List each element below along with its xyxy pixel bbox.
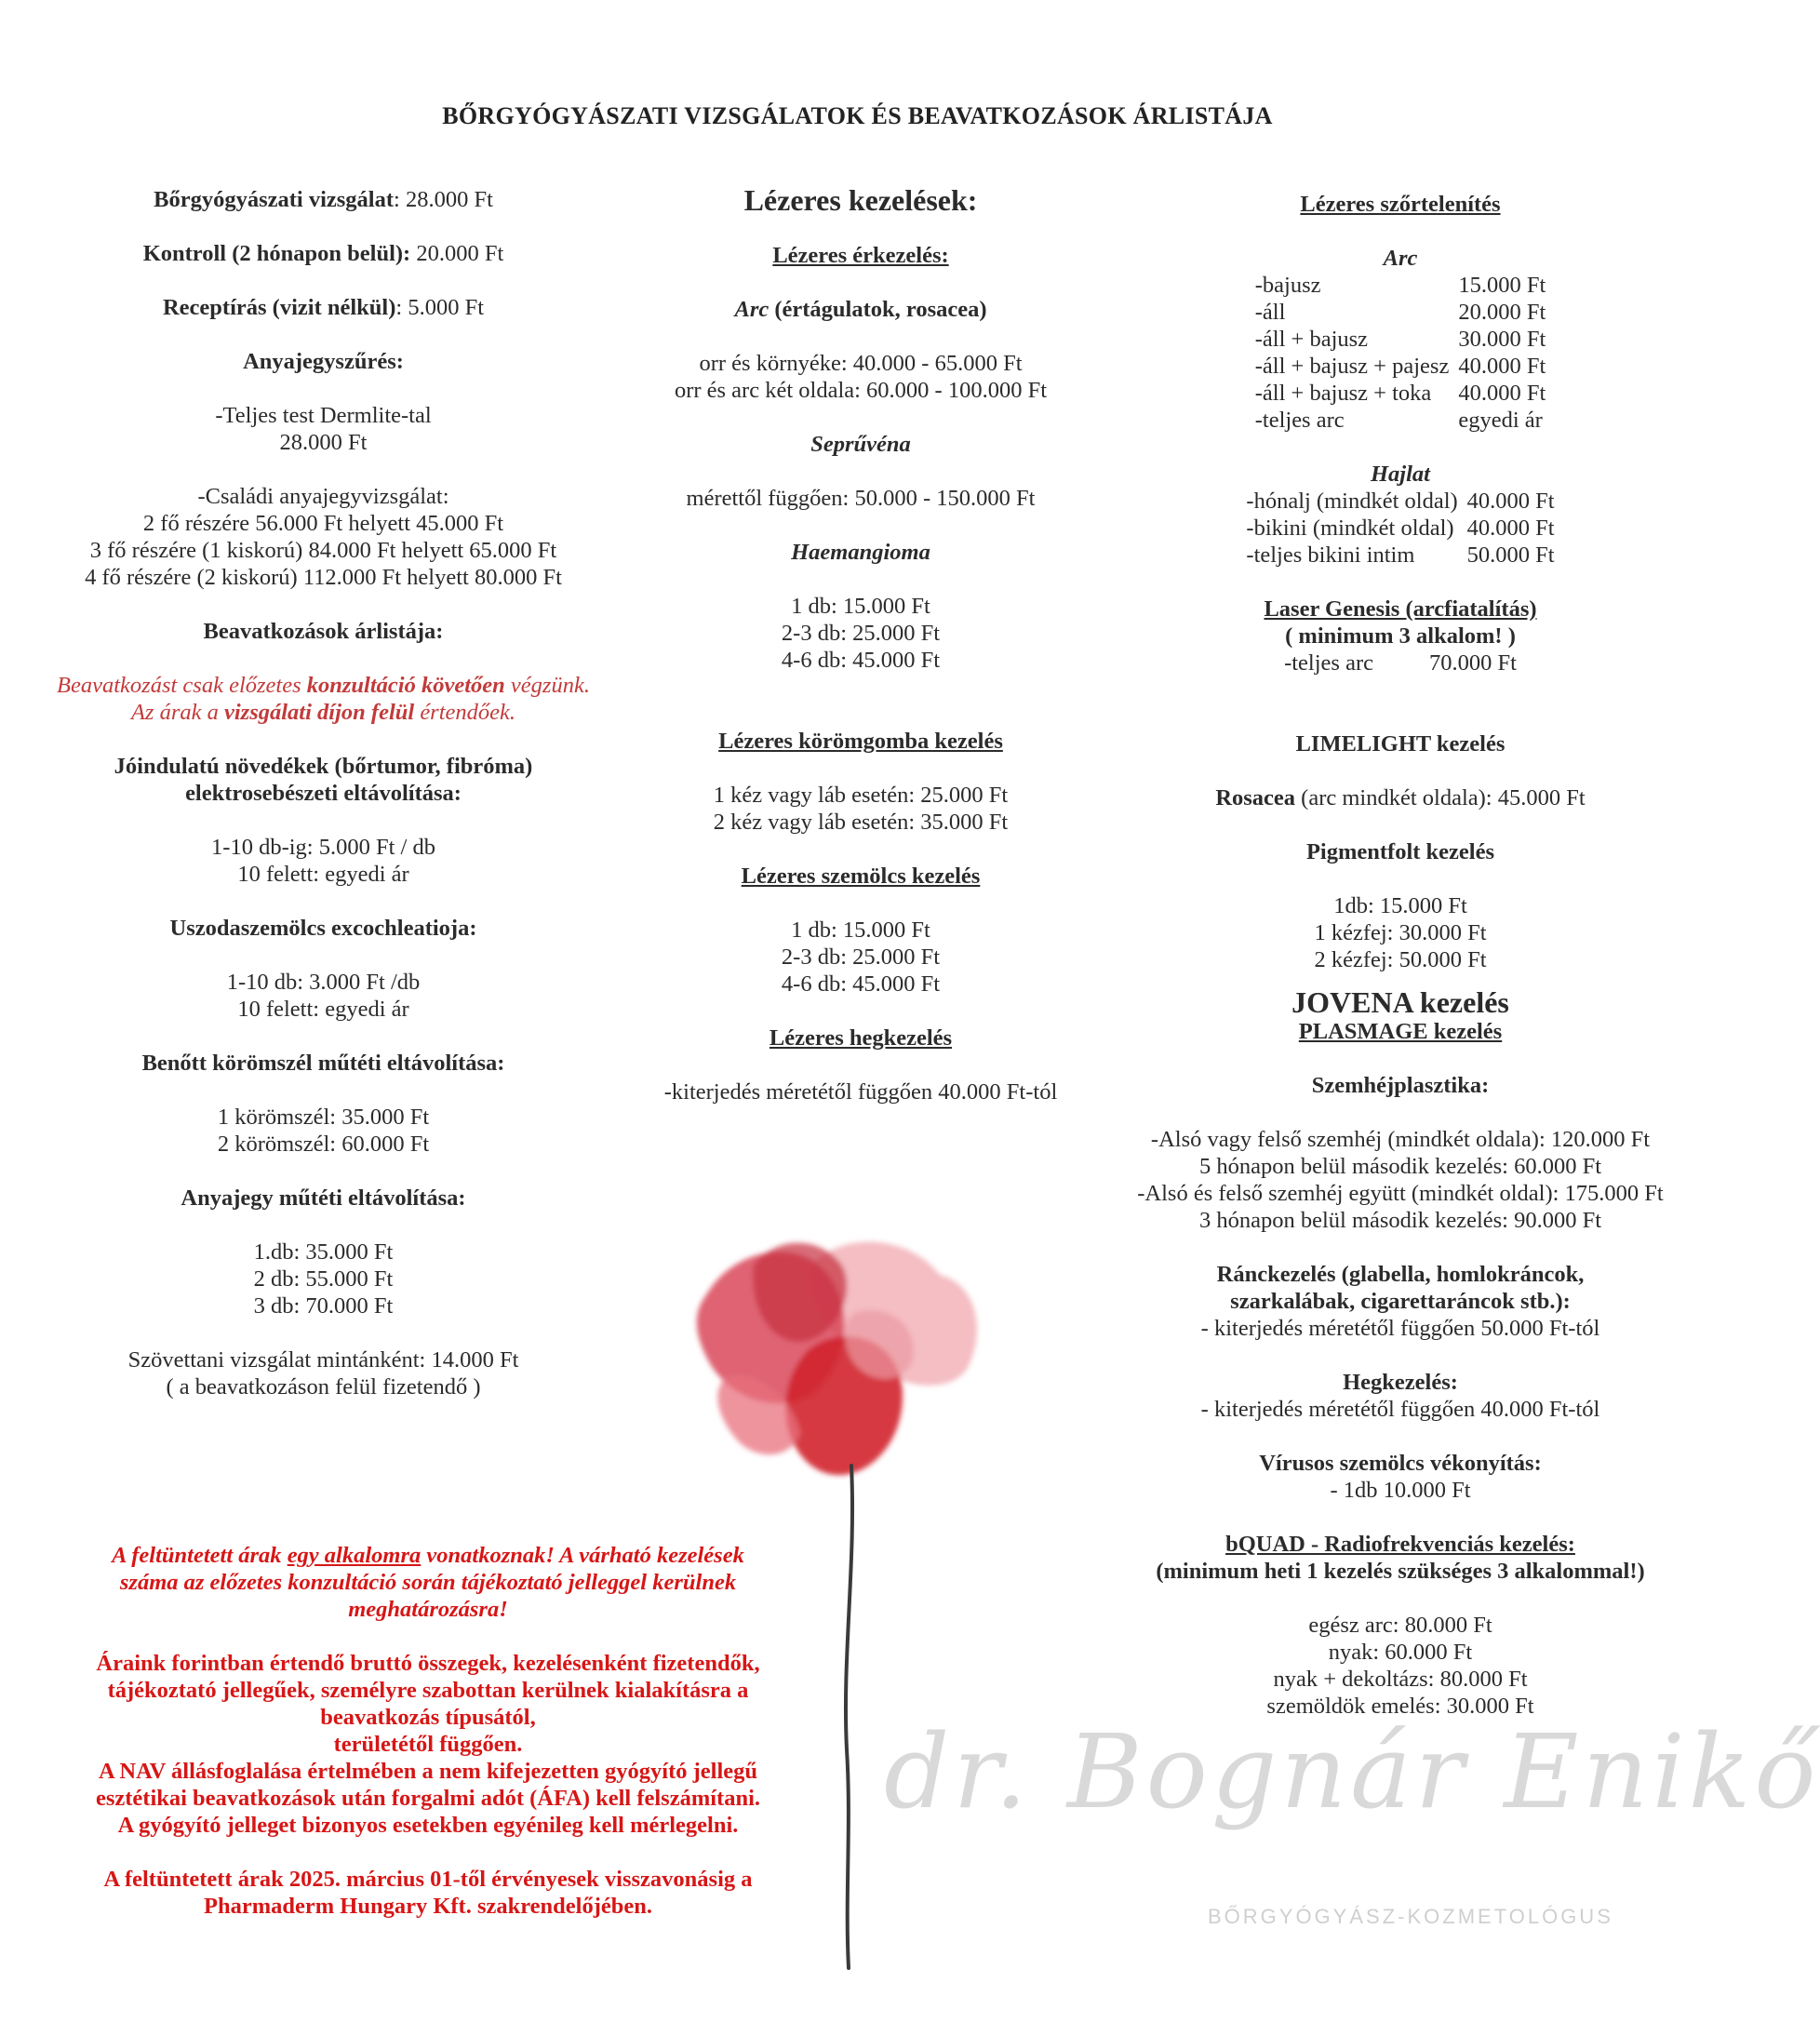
exam-label: Bőrgyógyászati vizsgálat [154, 187, 395, 212]
exam-price: : 28.000 Ft [394, 187, 493, 212]
note-line-7: területétől függően. [333, 1732, 523, 1757]
face-detail: (értágulatok, rosacea) [769, 297, 987, 322]
table-row [1284, 650, 1517, 676]
note-line-12: Pharmaderm Hungary Kft. szakrendelőjében. [203, 1894, 653, 1919]
ingrown-nail-price-2: 2 körömszél: 60.000 Ft [217, 1132, 430, 1157]
control-price: 20.000 Ft [410, 241, 504, 266]
family-price-4: 4 fő részére (2 kiskorú) 112.000 Ft helyett 80.000 Ft [85, 565, 562, 590]
benign-price-2: 10 felett: egyedi ár [237, 862, 409, 887]
table-row [1255, 407, 1546, 434]
face-price-1: orr és környéke: 40.000 - 65.000 Ft [699, 351, 1023, 376]
spacer [1107, 434, 1693, 461]
haemangioma-heading: Haemangioma [791, 540, 930, 565]
consultation-warning-line2 [28, 699, 619, 726]
note-line-5: tájékoztató jellegűek, személyre szabottan kerülnek kialakításra a [107, 1678, 749, 1703]
vascular-heading: Lézeres érkezelés: [772, 243, 949, 268]
histology-price: Szövettani vizsgálat mintánként: 14.000 Ft [127, 1347, 519, 1373]
table-row [1246, 542, 1554, 569]
note-text: vonatkoznak! A várható kezelések [421, 1543, 744, 1568]
note-line-10: A gyógyító jelleget bizonyos esetekben egyénileg kell mérlegelni. [117, 1813, 739, 1838]
table-row [1255, 380, 1546, 407]
jovena-heading: JOVENA kezelés [1291, 985, 1509, 1019]
item-price: 15.000 Ft [1458, 273, 1546, 298]
consultation-warning-line1 [28, 672, 619, 699]
laser-genesis-note: ( minimum 3 alkalom! ) [1285, 623, 1516, 649]
limelight-heading: LIMELIGHT kezelés [1295, 731, 1506, 757]
rosacea-line [1107, 784, 1693, 811]
warn-text: Beavatkozást csak előzetes [57, 673, 307, 698]
item-price: 20.000 Ft [1458, 300, 1546, 325]
spacer [47, 1839, 810, 1866]
item-price: 40.000 Ft [1458, 354, 1546, 379]
laser-genesis-heading: Laser Genesis (arcfiatalítás) [1264, 596, 1537, 622]
eyelid-price-2: 5 hónapon belül második kezelés: 60.000 Ft [1198, 1154, 1602, 1179]
note-line-3: meghatározásra! [348, 1597, 508, 1622]
item-name: -teljes bikini intim [1246, 542, 1415, 568]
control-label: Kontroll (2 hónapon belül): [142, 241, 411, 266]
family-exam-label: -Családi anyajegyvizsgálat: [197, 484, 449, 509]
item-name: -hónalj (mindkét oldal) [1246, 489, 1458, 514]
note-text: A feltüntetett árak [112, 1543, 288, 1568]
benign-price-1: 1-10 db-ig: 5.000 Ft / db [211, 835, 435, 860]
laser-heading: Lézeres kezelések: [743, 183, 978, 217]
viral-wart-heading: Vírusos szemölcs vékonyítás: [1259, 1451, 1542, 1476]
warn-text: Az árak a [130, 700, 224, 725]
price-notes [47, 1542, 810, 1920]
mole-screening-heading: Anyajegyszűrés: [243, 349, 404, 374]
bquad-price-4: szemöldök emelés: 30.000 Ft [1266, 1694, 1534, 1719]
note-line-9: esztétikai beavatkozások után forgalmi adót (ÁFA) kell felszámítani. [95, 1786, 761, 1811]
molluscum-price-1: 1-10 db: 3.000 Ft /db [226, 970, 421, 995]
spacer [1107, 676, 1693, 730]
item-name: -áll + bajusz [1254, 327, 1369, 352]
scar-laser-heading: Lézeres hegkezelés [769, 1025, 953, 1051]
mole-surgery-price-3: 3 db: 70.000 Ft [253, 1293, 394, 1319]
wart-price-1: 1 db: 15.000 Ft [791, 918, 930, 943]
scar-laser-price: -kiterjedés méretétől függően 40.000 Ft-tól [663, 1079, 1058, 1105]
warn-emphasis: vizsgálati díjon felül [224, 700, 415, 725]
exam-price-line [28, 186, 619, 213]
spider-vein-price: mérettől függően: 50.000 - 150.000 Ft [686, 486, 1036, 511]
plasmage-heading: PLASMAGE kezelés [1298, 1019, 1503, 1044]
item-price: 40.000 Ft [1466, 516, 1555, 541]
wart-heading: Lézeres szemölcs kezelés [741, 864, 981, 889]
fold-hair-price-table [1246, 488, 1554, 569]
note-line-6: beavatkozás típusától, [320, 1705, 536, 1730]
pigment-heading: Pigmentfolt kezelés [1305, 839, 1495, 864]
item-price: 30.000 Ft [1458, 327, 1546, 352]
note-emphasis: egy alkalomra [287, 1543, 422, 1568]
rx-price-line [28, 294, 619, 321]
signature-watermark: dr. Bognár Enikő [884, 1712, 1820, 1831]
middle-column [614, 182, 1107, 1105]
poppy-petals [697, 1242, 977, 1476]
rx-label: Receptírás (vizit nélkül) [162, 295, 396, 320]
warn-text: értendőek. [414, 700, 516, 725]
page-title: BŐRGYÓGYÁSZATI VIZSGÁLATOK ÉS BEAVATKOZÁSOK ÁRLISTÁJA [442, 102, 1273, 129]
note-line-8: A NAV állásfoglalása értelmében a nem kifejezetten gyógyító jellegű [98, 1759, 758, 1784]
wrinkle-heading-2: szarkalábak, cigarettaráncok stb.): [1230, 1289, 1571, 1314]
table-row [1255, 326, 1546, 353]
spacer [1107, 569, 1693, 596]
bquad-heading: bQUAD - Radiofrekvenciás kezelés: [1225, 1532, 1575, 1557]
bquad-price-1: egész arc: 80.000 Ft [1308, 1613, 1492, 1638]
table-row [1246, 488, 1554, 515]
scar-heading: Hegkezelés: [1343, 1370, 1458, 1395]
rosacea-price: (arc mindkét oldala): 45.000 Ft [1295, 785, 1586, 810]
face-vascular-heading [614, 296, 1107, 323]
wrinkle-heading-1: Ránckezelés (glabella, homlokráncok, [1216, 1262, 1585, 1287]
wart-price-3: 4-6 db: 45.000 Ft [781, 971, 941, 997]
eyelid-price-1: -Alsó vagy felső szemhéj (mindkét oldala): 120.000 Ft [1150, 1127, 1651, 1152]
haemangioma-price-2: 2-3 db: 25.000 Ft [781, 621, 941, 646]
item-price: egyedi ár [1458, 408, 1543, 433]
face-price-2: orr és arc két oldala: 60.000 - 100.000 Ft [674, 378, 1048, 403]
warn-text: végzünk. [504, 673, 590, 698]
molluscum-price-2: 10 felett: egyedi ár [237, 997, 409, 1022]
eyelid-heading: Szemhéjplasztika: [1311, 1073, 1490, 1098]
haemangioma-price-3: 4-6 db: 45.000 Ft [781, 648, 941, 673]
bquad-price-3: nyak + dekoltázs: 80.000 Ft [1273, 1667, 1528, 1692]
nail-fungus-heading: Lézeres körömgomba kezelés [718, 729, 1003, 754]
hair-removal-heading: Lézeres szőrtelenítés [1300, 192, 1501, 217]
fold-subheading: Hajlat [1371, 462, 1430, 487]
face-hair-price-table [1255, 272, 1546, 434]
note-line-1 [47, 1542, 810, 1569]
item-name: -áll + bajusz + toka [1254, 381, 1432, 406]
item-name: -bikini (mindkét oldal) [1246, 516, 1454, 541]
bquad-note: (minimum heti 1 kezelés szükséges 3 alkalommal!) [1156, 1559, 1645, 1584]
item-name: -teljes arc [1254, 408, 1345, 433]
spacer [47, 1623, 810, 1650]
pigment-price-3: 2 kézfej: 50.000 Ft [1314, 947, 1487, 972]
ingrown-nail-heading: Benőtt körömszél műtéti eltávolítása: [141, 1051, 505, 1076]
warn-emphasis: konzultáció követően [306, 673, 505, 698]
benign-heading-1: Jóindulatú növedékek (bőrtumor, fibróma) [114, 754, 533, 779]
rx-price: : 5.000 Ft [395, 295, 485, 320]
item-name: -bajusz [1254, 273, 1321, 298]
nail-fungus-price-1: 1 kéz vagy láb esetén: 25.000 Ft [713, 783, 1009, 808]
item-name: -áll + bajusz + pajesz [1254, 354, 1450, 379]
pigment-price-1: 1db: 15.000 Ft [1333, 893, 1467, 918]
mole-surgery-heading: Anyajegy műtéti eltávolítása: [181, 1185, 466, 1211]
benign-heading-2: elektrosebészeti eltávolítása: [185, 781, 462, 806]
table-row [1246, 515, 1554, 542]
family-price-3: 3 fő részére (1 kiskorú) 84.000 Ft helyett 65.000 Ft [89, 538, 557, 563]
wart-price-2: 2-3 db: 25.000 Ft [781, 944, 941, 970]
scar-price: - kiterjedés méretétől függően 40.000 Ft-tól [1200, 1397, 1600, 1422]
mole-surgery-price-1: 1.db: 35.000 Ft [253, 1239, 394, 1265]
full-test-price: 28.000 Ft [279, 430, 368, 455]
note-line-4: Áraink forintban értendő bruttó összegek, kezelésenként fizetendők, [96, 1651, 760, 1676]
wrinkle-price: - kiterjedés méretétől függően 50.000 Ft-tól [1200, 1316, 1600, 1341]
mole-surgery-price-2: 2 db: 55.000 Ft [253, 1266, 394, 1292]
procedures-heading: Beavatkozások árlistája: [203, 619, 444, 644]
table-row [1255, 299, 1546, 326]
bquad-price-2: nyak: 60.000 Ft [1328, 1640, 1473, 1665]
note-line-2: száma az előzetes konzultáció során tájékoztató jelleggel kerülnek [119, 1570, 737, 1595]
left-column [28, 186, 619, 1400]
eyelid-price-4: 3 hónapon belül második kezelés: 90.000 Ft [1198, 1208, 1602, 1233]
signature-subtitle: BŐRGYÓGYÁSZ-KOZMETOLÓGUS [1208, 1905, 1613, 1928]
laser-genesis-table [1284, 650, 1517, 676]
item-price: 70.000 Ft [1428, 650, 1517, 676]
viral-wart-price: - 1db 10.000 Ft [1330, 1478, 1471, 1503]
item-name: -teljes arc [1284, 650, 1373, 676]
item-price: 40.000 Ft [1458, 381, 1546, 406]
item-name: -áll [1254, 300, 1286, 325]
item-price: 40.000 Ft [1466, 489, 1555, 514]
table-row [1255, 272, 1546, 299]
haemangioma-price-1: 1 db: 15.000 Ft [791, 594, 930, 619]
face-label: Arc [734, 297, 769, 322]
note-line-11: A feltüntetett árak 2025. március 01-től érvényesek visszavonásig a [103, 1867, 753, 1892]
pigment-price-2: 1 kézfej: 30.000 Ft [1314, 920, 1487, 945]
item-price: 50.000 Ft [1466, 542, 1555, 568]
poppy-stem [846, 1466, 852, 1968]
nail-fungus-price-2: 2 kéz vagy láb esetén: 35.000 Ft [713, 810, 1009, 835]
face-subheading: Arc [1383, 246, 1418, 271]
spider-vein-heading: Seprűvéna [810, 432, 911, 457]
eyelid-price-3: -Alsó és felső szemhéj együtt (mindkét oldal): 175.000 Ft [1137, 1181, 1664, 1206]
control-price-line [28, 240, 619, 267]
ingrown-nail-price-1: 1 körömszél: 35.000 Ft [217, 1105, 430, 1130]
full-test-label: -Teljes test Dermlite-tal [215, 403, 432, 428]
histology-note: ( a beavatkozáson felül fizetendő ) [166, 1374, 481, 1400]
table-row [1255, 353, 1546, 380]
right-column [1107, 191, 1693, 1720]
molluscum-heading: Uszodaszemölcs excochleatioja: [169, 916, 477, 941]
family-price-2: 2 fő részére 56.000 Ft helyett 45.000 Ft [142, 511, 504, 536]
rosacea-label: Rosacea [1215, 785, 1296, 810]
